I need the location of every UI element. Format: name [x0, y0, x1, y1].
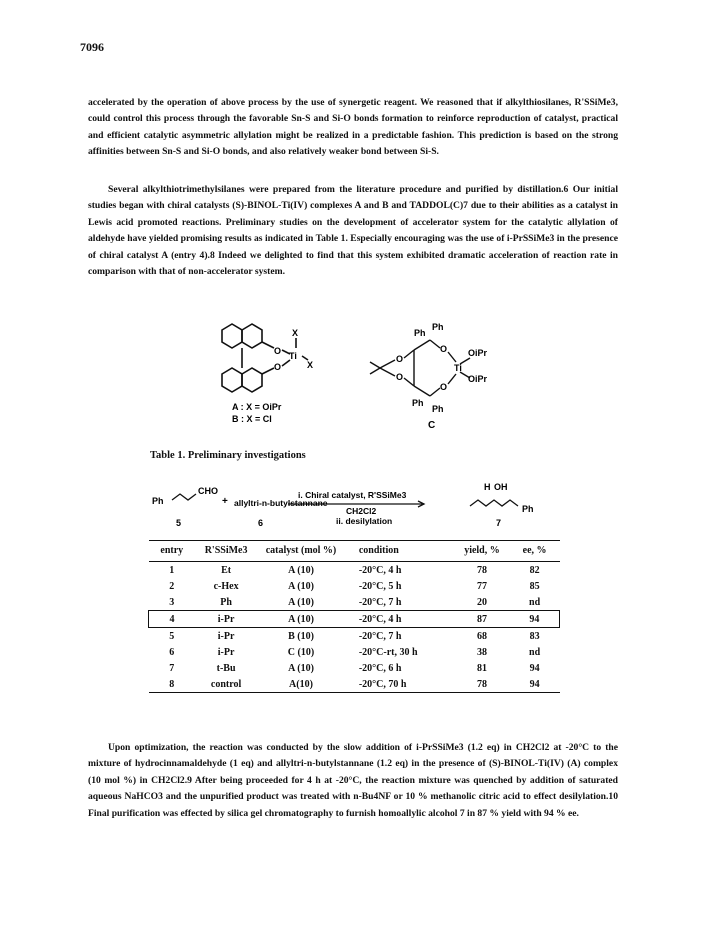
- cell-catalyst: A (10): [288, 662, 314, 674]
- cell-entry: 7: [169, 662, 175, 674]
- cell-yield: 81: [476, 662, 487, 674]
- binol-legend-b: B : X = Cl: [232, 414, 272, 424]
- scheme-step2: ii. desilylation: [336, 516, 393, 526]
- scheme-step1: i. Chiral catalyst, R'SSiMe3: [298, 490, 407, 500]
- taddol-ph4: Ph: [432, 404, 444, 414]
- cell-ee: nd: [529, 596, 541, 608]
- cell-reagent: t-Bu: [216, 662, 236, 674]
- results-table: [148, 540, 560, 693]
- cell-reagent: Et: [221, 564, 232, 576]
- table-row: [149, 562, 560, 579]
- page-number: 7096: [80, 40, 104, 54]
- cell-condition: -20°C, 5 h: [358, 580, 402, 592]
- binol-x-right: X: [307, 360, 314, 370]
- binol-ti: Ti: [289, 351, 297, 361]
- cell-ee: 94: [510, 611, 560, 628]
- paragraph-1: accelerated by the operation of above process by the use of synergetic reagent. We reasoned that if alkylthiosilanes, R'SSiMe3, could control this process through the favorable Sn-S and Si-O bonds formation to reinforce reproduction of catalyst, practical and efficient catalytic asymmetric allylation might be realized in a predictable fashion. This prediction is based on the strong affinities between Sn-S and Si-O bonds, and also relatively weaker bond between Si-S.: [88, 97, 618, 158]
- catalyst-structures: [0, 318, 701, 438]
- taddol-ti: Ti: [454, 363, 462, 373]
- cell-catalyst: B (10): [288, 630, 314, 642]
- cell-reagent: control: [195, 676, 257, 693]
- reaction-scheme: [0, 478, 701, 538]
- cell-reagent: c-Hex: [213, 580, 239, 592]
- taddol-ph2: Ph: [432, 322, 444, 332]
- cell-condition: -20°C, 70 h: [345, 676, 454, 693]
- cell-entry: 1: [169, 564, 175, 576]
- binol-o2: O: [274, 362, 282, 372]
- taddol-opr1: OiPr: [468, 348, 488, 358]
- paragraph-3: Upon optimization, the reaction was conducted by the slow addition of i-PrSSiMe3 (1.2 eq) in CH2Cl2 at -20°C to the mixture of hydrocinnamaldehyde (1 eq) and allyltri-n-butylstannane (1.2 eq) in the presence of (S)-BINOL-Ti(IV) (A) complex (10 mol %) in CH2Cl2.9 After being proceeded for 4 h at -20°C, the reaction mixture was quenched by addition of saturated aqueous NaHCO3 and the unpurified product was treated with n-Bu4NF or 10 % methanolic citric acid to effect desilylation.10 Final purification was effected by silica gel chromatography to furnish homoallylic alcohol 7 in 87 % yield with 94 % ee.: [88, 742, 618, 819]
- scheme-reagent: allyltri-n-butylstannane: [234, 498, 328, 508]
- cell-catalyst: C (10): [287, 646, 315, 658]
- binol-x-top: X: [292, 328, 299, 338]
- cell-reagent: i-Pr: [217, 646, 235, 658]
- scheme-label-6: 6: [258, 518, 264, 528]
- table-row-highlighted: [149, 611, 560, 628]
- table-row: [149, 594, 560, 611]
- table-row: [149, 644, 560, 660]
- taddol-o3: O: [396, 354, 404, 364]
- cell-catalyst: A (10): [288, 580, 314, 592]
- cell-condition: -20°C-rt, 30 h: [358, 646, 418, 658]
- taddol-ph1: Ph: [414, 328, 426, 338]
- cell-yield: 78: [476, 564, 487, 576]
- cell-entry: 2: [169, 580, 175, 592]
- cell-reagent: i-Pr: [217, 630, 235, 642]
- cell-catalyst: A (10): [257, 611, 345, 628]
- cell-ee: 94: [529, 662, 540, 674]
- scheme-label-7: 7: [496, 518, 502, 528]
- scheme-ph-right: Ph: [522, 504, 534, 514]
- header-catalyst: catalyst (mol %): [257, 541, 345, 562]
- table-header-row: [149, 541, 560, 562]
- scheme-ph-left: Ph: [152, 496, 164, 506]
- taddol-ph3: Ph: [412, 398, 424, 408]
- scheme-label-5: 5: [176, 518, 182, 528]
- taddol-o2: O: [440, 382, 448, 392]
- cell-condition: -20°C, 4 h: [345, 611, 454, 628]
- cell-entry: 6: [169, 646, 175, 658]
- cell-yield: 87: [454, 611, 509, 628]
- cell-catalyst: A (10): [288, 596, 314, 608]
- scheme-solvent: CH2Cl2: [346, 506, 377, 516]
- header-entry: entry: [149, 541, 196, 562]
- cell-condition: -20°C, 6 h: [358, 662, 402, 674]
- cell-entry: 4: [149, 611, 196, 628]
- table-row: [149, 628, 560, 645]
- cell-catalyst: A(10): [257, 676, 345, 693]
- scheme-h: H: [484, 482, 491, 492]
- cell-yield: 68: [476, 630, 487, 642]
- cell-ee: 94: [510, 676, 560, 693]
- cell-yield: 78: [454, 676, 509, 693]
- cell-ee: 82: [529, 564, 540, 576]
- table-row: [149, 676, 560, 693]
- taddol-o1: O: [440, 344, 448, 354]
- header-reagent: R'SSiMe3: [195, 541, 257, 562]
- cell-entry: 5: [169, 630, 175, 642]
- paragraph-2: Several alkylthiotrimethylsilanes were prepared from the literature procedure and purified by distillation.6 Our initial studies began with chiral catalysts (S)-BINOL-Ti(IV) complexes A and B and TADDOL(C)7 due to their abilities as a catalyst in Lewis acid promoted reactions. Preliminary studies on the development of accelerator system for the catalytic allylation of aldehyde have yielded promising results as indicated in Table 1. Especially encouraging was the use of i-PrSSiMe3 in the presence of chiral catalyst A (entry 4).8 Indeed we delighted to find that this system exhibited dramatic acceleration of reaction rate in comparison with that of non-accelerator system.: [88, 184, 618, 278]
- cell-condition: -20°C, 7 h: [358, 630, 402, 642]
- cell-ee: 83: [529, 630, 540, 642]
- binol-o1: O: [274, 346, 282, 356]
- header-ee: ee, %: [510, 541, 560, 562]
- header-yield: yield, %: [454, 541, 509, 562]
- table-caption: Table 1. Preliminary investigations: [150, 450, 306, 461]
- cell-yield: 38: [476, 646, 487, 658]
- scheme-oh: OH: [494, 482, 508, 492]
- taddol-label: C: [428, 420, 436, 431]
- cell-reagent: Ph: [220, 596, 232, 608]
- cell-entry: 8: [149, 676, 196, 693]
- cell-condition: -20°C, 4 h: [358, 564, 402, 576]
- scheme-plus: +: [222, 496, 228, 507]
- header-condition: condition: [345, 541, 454, 562]
- cell-entry: 3: [169, 596, 175, 608]
- taddol-o4: O: [396, 372, 404, 382]
- taddol-opr2: OiPr: [468, 374, 488, 384]
- binol-legend-a: A : X = OiPr: [232, 402, 282, 412]
- cell-ee: nd: [529, 646, 541, 658]
- cell-yield: 20: [476, 596, 487, 608]
- cell-ee: 85: [529, 580, 540, 592]
- cell-condition: -20°C, 7 h: [358, 596, 402, 608]
- cell-reagent: i-Pr: [195, 611, 257, 628]
- cell-catalyst: A (10): [288, 564, 314, 576]
- table-row: [149, 578, 560, 594]
- cell-yield: 77: [476, 580, 487, 592]
- table-row: [149, 660, 560, 676]
- scheme-cho: CHO: [198, 486, 218, 496]
